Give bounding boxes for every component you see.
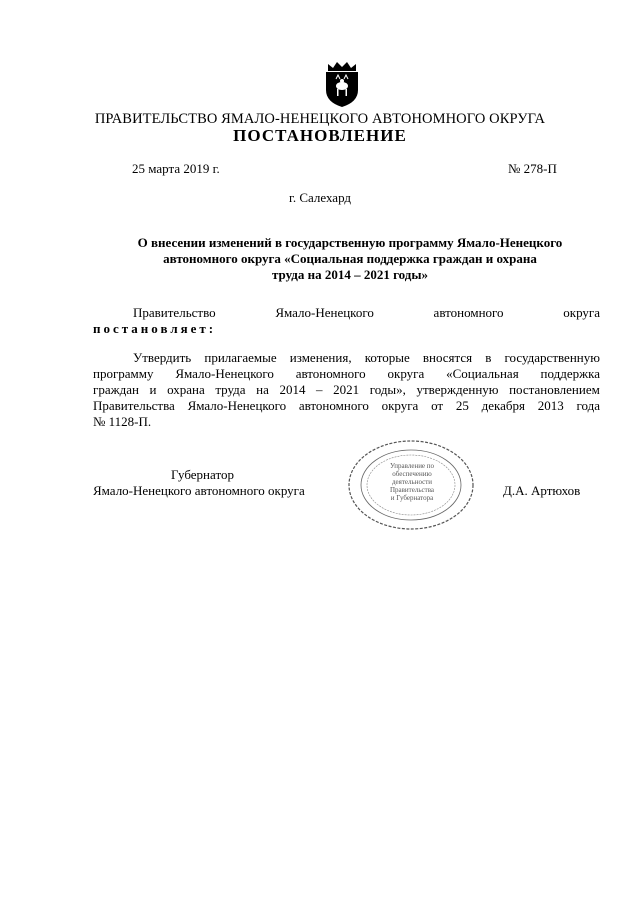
document-type-title: ПОСТАНОВЛЕНИЕ bbox=[233, 126, 407, 145]
signatory-name: Д.А. Артюхов bbox=[503, 483, 581, 498]
preamble-word: Правительство bbox=[133, 305, 216, 320]
document-date: 25 марта 2019 г. bbox=[132, 161, 220, 176]
subject-line: труда на 2014 – 2021 годы» bbox=[271, 267, 429, 282]
body-line bbox=[93, 398, 600, 414]
body-word: от bbox=[431, 398, 444, 413]
body-word: в bbox=[485, 350, 492, 365]
preamble-word: Ямало-Ненецкого bbox=[275, 305, 374, 320]
body-word: и bbox=[149, 382, 157, 397]
body-word: автономного bbox=[295, 366, 366, 381]
body-word: года bbox=[576, 398, 600, 413]
subject-line: автономного округа «Социальная поддержка граждан и охрана bbox=[163, 251, 537, 266]
resolves-word: постановляет: bbox=[93, 321, 217, 336]
document-city: г. Салехард bbox=[288, 190, 352, 205]
stamp-line: деятельности bbox=[391, 478, 433, 486]
body-word: декабря bbox=[481, 398, 525, 413]
stamp-line: обеспечению bbox=[392, 470, 432, 478]
preamble-word: автономного bbox=[433, 305, 504, 320]
body-word: «Социальная bbox=[446, 366, 519, 381]
government-name: ПРАВИТЕЛЬСТВО ЯМАЛО-НЕНЕЦКОГО АВТОНОМНОГО ОКРУГА bbox=[94, 111, 546, 127]
signatory-title-line: Ямало-Ненецкого автономного округа bbox=[93, 483, 305, 498]
body-word: государственную bbox=[504, 350, 600, 365]
preamble bbox=[93, 305, 600, 337]
body-word: округа bbox=[387, 366, 425, 381]
body-word: охрана bbox=[167, 382, 205, 397]
stamp-line: Правительства bbox=[389, 486, 435, 494]
subject-line: О внесении изменений в государственную программу Ямало-Ненецкого bbox=[137, 235, 563, 250]
body-word: Правительства bbox=[93, 398, 175, 413]
body-word: округа bbox=[381, 398, 419, 413]
body-word: автономного bbox=[298, 398, 369, 413]
body-word: граждан bbox=[93, 382, 139, 397]
signatory-title-line: Губернатор bbox=[171, 467, 234, 482]
body-word: – bbox=[316, 382, 323, 397]
stamp-text bbox=[374, 462, 450, 502]
body-word: на bbox=[256, 382, 269, 397]
body-line bbox=[93, 382, 600, 398]
body-line bbox=[93, 366, 600, 382]
body-word: программу bbox=[93, 366, 154, 381]
body-word: вносятся bbox=[422, 350, 473, 365]
body-word: постановлением bbox=[509, 382, 600, 397]
document-number: № 278-П bbox=[508, 161, 557, 176]
body-word: 2021 bbox=[333, 382, 360, 397]
body-word: Утвердить bbox=[133, 350, 192, 365]
body-word: Ямало-Ненецкого bbox=[175, 366, 274, 381]
stamp-line: и Губернатора bbox=[390, 494, 434, 502]
body-word: изменения, bbox=[289, 350, 352, 365]
body-word: 2013 bbox=[537, 398, 564, 413]
body-word: прилагаемые bbox=[204, 350, 277, 365]
body-word: Ямало-Ненецкого bbox=[187, 398, 287, 413]
body-word: 2014 bbox=[279, 382, 306, 397]
body-line: № 1128-П. bbox=[93, 414, 152, 429]
body-line bbox=[93, 350, 600, 366]
body-word: поддержка bbox=[540, 366, 600, 381]
stamp-line: Управление по bbox=[389, 462, 435, 470]
coat-of-arms-icon bbox=[323, 58, 361, 108]
body-word: труда bbox=[215, 382, 246, 397]
body-word: 25 bbox=[455, 398, 469, 413]
preamble-word: округа bbox=[563, 305, 600, 320]
body-word: утвержденную bbox=[416, 382, 499, 397]
body-word: которые bbox=[364, 350, 410, 365]
document-subject bbox=[90, 235, 610, 283]
body-word: годы», bbox=[369, 382, 406, 397]
signatory-title bbox=[93, 467, 305, 499]
decree-body bbox=[93, 350, 600, 430]
